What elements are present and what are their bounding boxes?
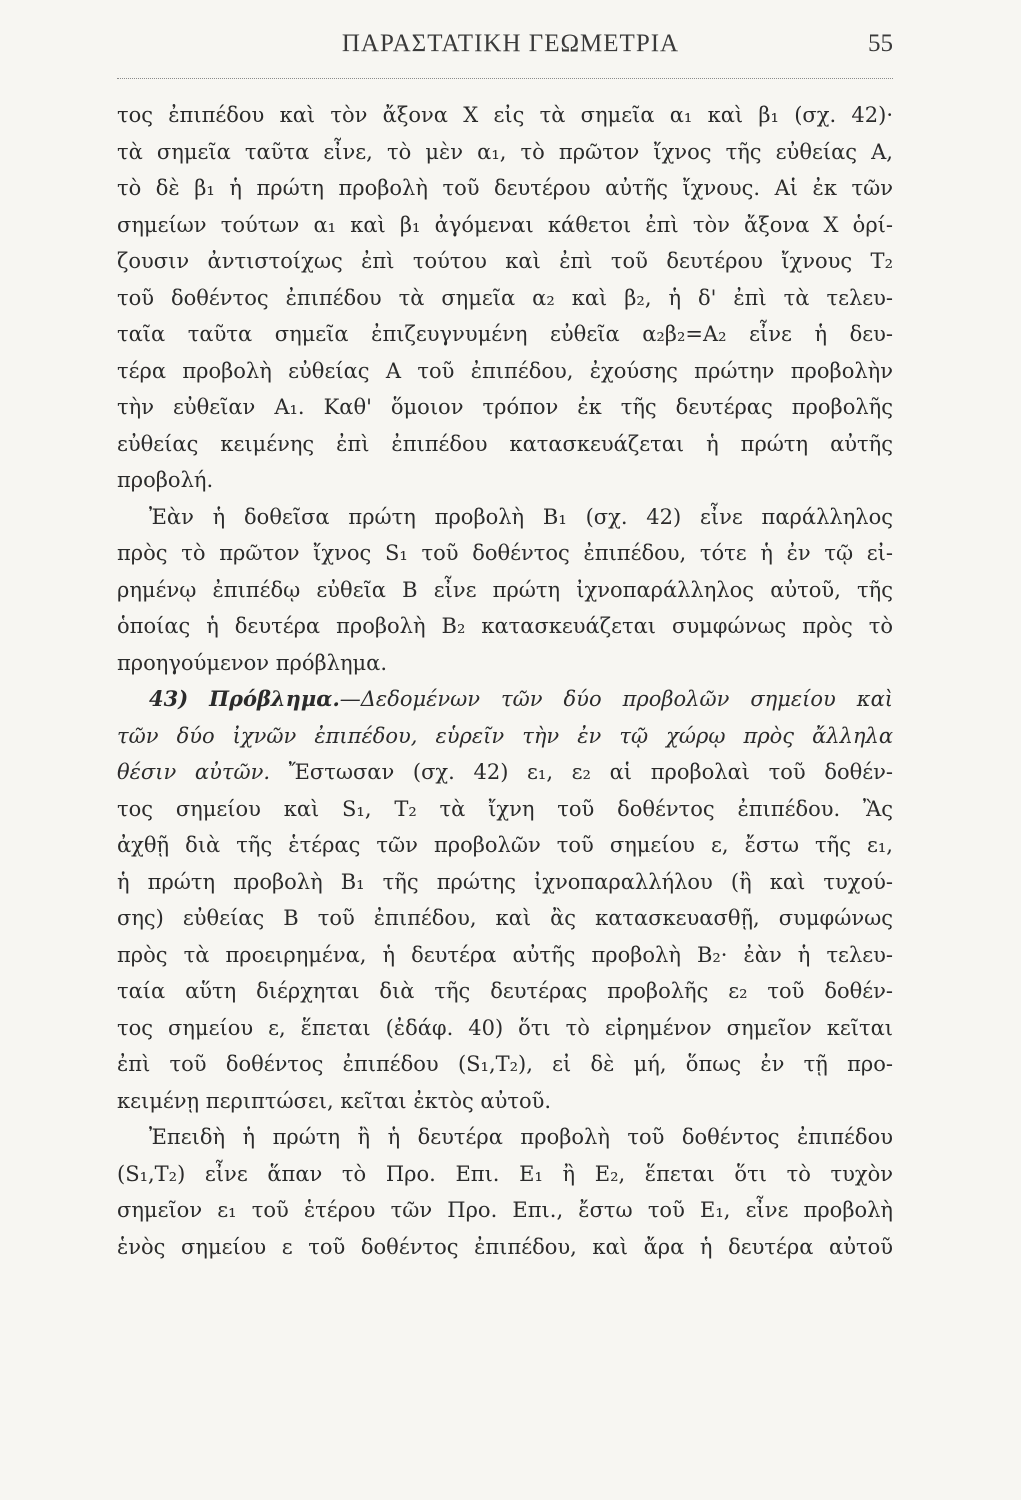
text-line: προβολή. [117, 468, 214, 492]
text-run: Ἔστωσαν (σχ. 42) ε₁, ε₂ αἱ προβολαὶ τοῦ δοθέν- [270, 760, 893, 784]
problem-number: 43) [149, 686, 189, 711]
text-line: ζουσιν ἀντιστοίχως ἐπὶ τούτου καὶ ἐπὶ τοῦ δευτέρου ἴχνους T₂ [117, 249, 893, 273]
text-line: ἐπὶ τοῦ δοθέντος ἐπιπέδου (S₁,T₂), εἰ δὲ μή, ὅπως ἐν τῇ προ- [117, 1052, 893, 1076]
text-line: σης) εὐθείας B τοῦ ἐπιπέδου, καὶ ἂς κατασκευασθῇ, συμφώνως [117, 906, 893, 930]
text-line: ρημένῳ ἐπιπέδῳ εὐθεῖα B εἶνε πρώτη ἰχνοπαράλληλος αὐτοῦ, τῆς [117, 577, 893, 602]
problem-statement: —Δεδομένων τῶν δύο προβολῶν σημείου καὶ [339, 687, 893, 711]
text-line: πρὸς τὰ προειρημένα, ἡ δευτέρα αὐτῆς προβολὴ B₂· ἐὰν ἡ τελευ- [117, 942, 893, 967]
text-line: κειμένῃ περιπτώσει, κεῖται ἐκτὸς αὐτοῦ. [117, 1088, 552, 1113]
text-line: Ἐὰν ἡ δοθεῖσα πρώτη προβολὴ B₁ (σχ. 42) εἶνε παράλληλος [149, 504, 893, 529]
text-line: Ἐπειδὴ ἡ πρώτη ἢ ἡ δευτέρα προβολὴ τοῦ δοθέντος ἐπιπέδου [149, 1125, 893, 1149]
text-line: προηγούμενον πρόβλημα. [117, 650, 388, 675]
text-line: ἡ πρώτη προβολὴ B₁ τῆς πρώτης ἰχνοπαραλλήλου (ἢ καὶ τυχού- [117, 869, 893, 894]
text-line: (S₁,T₂) εἶνε ἅπαν τὸ Προ. Επι. E₁ ἢ E₂, ἕπεται ὅτι τὸ τυχὸν [117, 1161, 893, 1186]
problem-statement-end: θέσιν αὐτῶν. [117, 760, 271, 784]
text-line: τος σημείου ε, ἕπεται (ἐδάφ. 40) ὅτι τὸ εἰρημένον σημεῖον κεῖται [117, 1015, 893, 1040]
text-line: ταία αὕτη διέρχηται διὰ τῆς δευτέρας προβολῆς ε₂ τοῦ δοθέν- [117, 979, 893, 1003]
text-line: τὰ σημεῖα ταῦτα εἶνε, τὸ μὲν α₁, τὸ πρῶτον ἴχνος τῆς εὐθείας A, [117, 139, 893, 164]
text-line: τος σημείου καὶ S₁, T₂ τὰ ἴχνη τοῦ δοθέντος ἐπιπέδου. Ἂς [117, 796, 893, 821]
text-line: τέρα προβολὴ εὐθείας A τοῦ ἐπιπέδου, ἐχούσης πρώτην προβολὴν [117, 358, 893, 383]
text-line: ταῖα ταῦτα σημεῖα ἐπιζευγνυμένη εὐθεῖα α₂β₂=A₂ εἶνε ἡ δευ- [117, 322, 893, 346]
text-line: σημείων τούτων α₁ καὶ β₁ ἀγόμεναι κάθετοι ἐπὶ τὸν ἄξονα X ὁρί- [117, 212, 893, 237]
page-number: 55 [868, 30, 893, 57]
text-line: σημεῖον ε₁ τοῦ ἑτέρου τῶν Προ. Επι., ἔστω τοῦ E₁, εἶνε προβολὴ [117, 1198, 893, 1222]
text-line: τὸ δὲ β₁ ἡ πρώτη προβολὴ τοῦ δευτέρου αὐτῆς ἴχνους. Αἱ ἐκ τῶν [117, 176, 893, 200]
header-rule [117, 78, 893, 79]
text-line: τὴν εὐθεῖαν A₁. Καθ' ὅμοιον τρόπον ἐκ τῆς δευτέρας προβολῆς [117, 395, 893, 419]
text-line: ὁποίας ἡ δευτέρα προβολὴ B₂ κατασκευάζεται συμφώνως πρὸς τὸ [117, 614, 893, 638]
text-line: εὐθείας κειμένης ἐπὶ ἐπιπέδου κατασκευάζεται ἡ πρώτη αὐτῆς [117, 431, 893, 456]
text-line: ἀχθῇ διὰ τῆς ἑτέρας τῶν προβολῶν τοῦ σημείου ε, ἔστω τῆς ε₁, [117, 833, 893, 857]
problem-statement-line [117, 754, 893, 791]
running-title: ΠΑΡΑΣΤΑΤΙΚΗ ΓΕΩΜΕΤΡΙΑ [341, 30, 680, 57]
body-text [117, 97, 893, 1265]
text-line: ἑνὸς σημείου ε τοῦ δοθέντος ἐπιπέδου, καὶ ἄρα ἡ δευτέρα αὐτοῦ [117, 1234, 893, 1259]
problem-heading-line [117, 681, 893, 718]
problem-statement-line: τῶν δύο ἰχνῶν ἐπιπέδου, εὑρεῖν τὴν ἐν τῷ χώρῳ πρὸς ἄλληλα [117, 723, 893, 748]
text-line: τοῦ δοθέντος ἐπιπέδου τὰ σημεῖα α₂ καὶ β₂, ἡ δ' ἐπὶ τὰ τελευ- [117, 285, 893, 310]
problem-title: Πρόβλημα. [209, 686, 340, 711]
text-line: τος ἐπιπέδου καὶ τὸν ἄξονα X εἰς τὰ σημεῖα α₁ καὶ β₁ (σχ. 42)· [117, 103, 893, 127]
text-line: πρὸς τὸ πρῶτον ἴχνος S₁ τοῦ δοθέντος ἐπιπέδου, τότε ἡ ἐν τῷ εἰ- [117, 541, 893, 565]
